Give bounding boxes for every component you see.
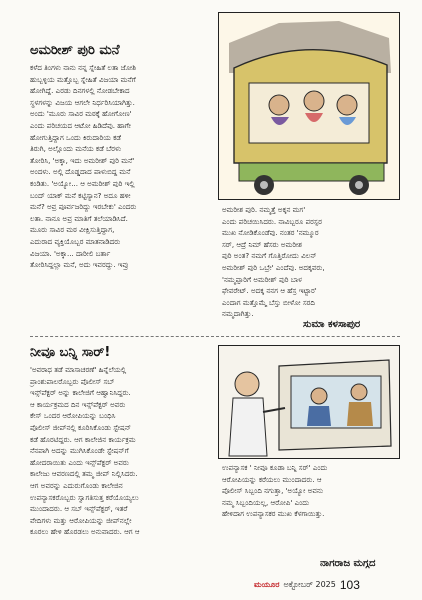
text-line: ವೇದಿಗಳು ಮತ್ತು ಆರೋಪಿಯನ್ನು ಜೀಪ್‌ನಲ್ಲೇ bbox=[30, 515, 132, 525]
text-line: ನಮ್ಮದಾಗಿತ್ತು. bbox=[222, 309, 254, 319]
text-line: ಆಗ ಅವರನ್ನು ಎದುರುಗೊಂಡು ಕಾಲೇಜಿನ bbox=[30, 480, 123, 490]
text-line: ಅಮರೀಶ್‌ ಪುರಿ ಒಬ್ರೇ' ಎಂದೆವು. ಅದಕ್ಕವರು, bbox=[222, 262, 325, 272]
text-line: ಕೂರಲು ಹೇಳಿ ಹೊರಡಲು ಅನುವಾದರು. ಆಗ ಆ bbox=[30, 527, 140, 537]
magazine-logo: ಮಯೂರ bbox=[254, 580, 280, 589]
text-line: ತೋರಿಸಿದ್ದಲ್ಲಾ ಮನೆ, ಅದು ಇವರದ್ದು. ಇವ್ರು bbox=[30, 260, 129, 270]
text-line: ಎಂದು ಪರಿಚಯದ ಆಟೋ ಹಿಡಿದೆವು. ಹಾಗೇ bbox=[30, 120, 131, 130]
story2-author: ನಾಗರಾಜ ಮಗ್ಗದ bbox=[320, 558, 376, 569]
text-line: ತಿರುಗಿ, ಅಲ್ಲೊಂದು ಮನೆಯ ಕಡೆ ಬೆರಳು bbox=[30, 144, 122, 154]
text-line: ಲತಾ. ನಾನೂ ಅವ್ರ ಮಾತಿಗೆ ತಲೆಯಾಡಿಸಿದೆ. bbox=[30, 213, 128, 223]
issue-date: ಅಕ್ಟೋಬರ್‌ 2025 bbox=[283, 580, 336, 589]
text-line: ಸ್ಥಳಗಳನ್ನು ವಿಜಯ ಆಗಲೇ ನಿರ್ಧರಿಸಿಯಾಗಿತ್ತು. bbox=[30, 97, 135, 107]
auto-rickshaw-illustration bbox=[218, 12, 400, 200]
text-line: ಹೋಗುತ್ತಿದ್ದಾಗ ಒಂದು ಕಿರುದಾರಿಯ ಕಡೆ bbox=[30, 132, 122, 142]
text-line: ಹುಬ್ಬಳ್ಳಿಯ ಮತ್ತೊಬ್ಬ ಸ್ನೇಹಿತೆ ವಿಜಯಾ ಮನೆಗೆ bbox=[30, 74, 136, 84]
text-line: ಪುರಿ ಅಂತ? ನಮಗೆ ಗೊತ್ತಿರೋದು ವಿಲನ್ bbox=[222, 251, 317, 261]
text-line: ಉಪನ್ಯಾಸಕರೊಬ್ಬರು ಸ್ವಾಗತಿಸುತ್ತ ಕರೆಯೊಯ್ಯಲು bbox=[30, 492, 139, 502]
text-line: ಆ ಕಾರ್ಯಕ್ರಮದ ದಿನ ಇನ್ಸ್‌ಪೆಕ್ಟರ್‌ ಅವರು bbox=[30, 399, 126, 409]
text-line: ಕಂಡಿತು. 'ಅಯ್ಯೋ... ಆ ಅಮರೀಶ್‌ ಪುರಿ ಇಲ್ಲಿ bbox=[30, 178, 135, 188]
story1-column-right bbox=[222, 204, 400, 320]
text-line: 'ನಮ್ಮಪ್ಪಾರಿಗೆ ಅಮರೀಶ್‌ ಪುರಿ ಬಾಳ bbox=[222, 274, 302, 284]
text-line: ಮೂರು ಸಾವಿರ ಮಠ ವೀಕ್ಷಿಸುತ್ತಿದ್ದಾಗ, bbox=[30, 225, 115, 235]
auto-rickshaw-drawing bbox=[219, 13, 399, 199]
text-line: 'ಅವರಾಧ ತಡೆ ಮಾಸಾಚರಣೆ' ಹಿನ್ನೆಲೆಯಲ್ಲಿ bbox=[30, 365, 127, 374]
story2-column-right bbox=[222, 462, 400, 520]
text-line: ಎದುರಾದ ವ್ಯಕ್ತಿಯೊಬ್ಬರ ಮಾತನಾಡಿದರು bbox=[30, 236, 121, 246]
text-line: ಕಳೆದ ತಿಂಗಳು ನಾನು ನನ್ನ ಸ್ನೇಹಿತೆ ಲತಾ ಜೋಶಿ bbox=[30, 63, 137, 72]
text-line: ತೋರಿಸಿ, 'ಅಕ್ಕಾ, ಇದು ಅಮರೀಶ್‌ ಪುರಿ ಮನೆ' bbox=[30, 155, 135, 165]
page-footer bbox=[254, 577, 404, 593]
text-line: ಪೊಲೀಸ್‌ ಸಿಬ್ಬಂದಿ ನಗುತ್ತಾ, 'ಅಯ್ಯೋ ಅವನು bbox=[222, 486, 324, 496]
story2-title: ನೀವೂ ಬನ್ನಿ ಸಾರ್‌! bbox=[30, 345, 111, 360]
story1-title: ಅಮರೀಶ್‌ ಪುರಿ ಮನೆ bbox=[30, 43, 120, 58]
text-line: ಅಂದು 'ಮೂರು ಸಾವಿರ ಮಠಕ್ಕೆ ಹೋಗೋಣ' bbox=[30, 109, 132, 119]
text-line: ನೆನಪಾಗಿ ಅದನ್ನು ಮುಗಿಸಿಕೊಂಡೇ ಸ್ಟೇಷನ್‌ಗೆ bbox=[30, 446, 129, 456]
text-line: ವಿಜಯಾ. 'ಅಕ್ಕಾ... ದಾರೀಲಿ ಬರ್ತಾ bbox=[30, 248, 111, 258]
text-line: ಫೇವರೇಟ್‌. ಅದಕ್ಕ ನನಗ ಆ ಹೆಸ್ರ ಇಟ್ಟಾರ' bbox=[222, 286, 317, 296]
page-number: 103 bbox=[339, 578, 360, 592]
text-line: ಎಂದು ಪರಿಚಯಿಸಿದರು. ನಾವಿಬ್ಬರೂ ಪರಸ್ಪರ bbox=[222, 216, 322, 226]
text-line: ಹೋಗಿದ್ದೆ. ಎರಡು ದಿನಗಳಲ್ಲಿ ನೋಡಬೇಕಾದ bbox=[30, 86, 130, 96]
text-line: ಮುಖ ನೋಡಿಕೊಂಡೆವು. ನಂತರ 'ನಮ್ಮೂರ bbox=[222, 228, 319, 238]
text-line: ನಮ್ಮ ಸಿಬ್ಬಂದಿಯಲ್ಲ, ಆರೋಪಿ' ಎಂದು bbox=[222, 497, 310, 507]
police-jeep-drawing bbox=[219, 346, 399, 458]
text-line: ಹೇಳಿದಾಗ ಉಪನ್ಯಾಸಕರ ಮುಖ ಕೆಳಗಾಯಿತ್ತು. bbox=[222, 509, 325, 519]
text-line: ಪೊಲೀಸ್‌ ಜೀಪ್‌ನಲ್ಲಿ ಕೂರಿಸಿಕೊಂಡು ಸ್ಟೇಷನ್ bbox=[30, 422, 132, 432]
text-line: ಪ್ರಾಂಶುಪಾಲರೊಬ್ಬರು ಪೊಲೀಸ್‌ ಸಬ್ bbox=[30, 376, 115, 386]
text-line: ಇನ್ಸ್‌ಪೆಕ್ಟರ್‌ ಅನ್ನು ಕಾಲೇಜಿಗೆ ಆಹ್ವಾನಿಸಿದ್ದರು. bbox=[30, 388, 131, 398]
text-line: ಕಡೆ ಹೊರಟಿದ್ದರು. ಆಗ ಕಾಲೇಜಿನ ಕಾರ್ಯಕ್ರಮ bbox=[30, 434, 136, 444]
story1-column-left bbox=[30, 62, 212, 271]
text-line: ಸರ್, ಆದ್ರೆ ನಿಮ್‌ ಹೆಸರು ಅಮರೀಶ bbox=[222, 239, 303, 249]
text-line: ಉಪನ್ಯಾಸಕ ' ನೀವೂ ಕೂಡಾ ಬನ್ನಿ ಸರ್‌' ಎಂದು bbox=[222, 463, 328, 472]
text-line: ಬಂದ್‌ ಯಾಕ್‌ ಮನೆ ಕಟ್ಟಿಸ್ಯಾನ? ಅದೂ ಹಳೀ bbox=[30, 190, 131, 200]
section-divider bbox=[30, 336, 400, 337]
text-line: ಹೋದರಾಯಿತು ಎಂದು ಇನ್ಸ್‌ಪೆಕ್ಟರ್‌ ಅವರು bbox=[30, 457, 129, 467]
text-line: ಮುಂದಾದರು. ಆ ಸಬ್‌ ಇನ್ಸ್‌ಪೆಕ್ಟರ್‌, ಇತರೆ bbox=[30, 504, 128, 514]
text-line: ಅಮರೀಶ ಪುರಿ. ನಮ್ಮತ್ತೆ ಅಕ್ಕನ ಮಗ' bbox=[222, 205, 306, 214]
text-line: ಅಂದಳು. ಅಲ್ಲಿ ದೊಡ್ಡದಾದ ಪಾಳುಬಿದ್ದ ಮನೆ bbox=[30, 167, 131, 177]
text-line: ಕೇಸ್‌ ಒಂದರ ಆರೋಪಿಯನ್ನು ಬಂಧಿಸಿ bbox=[30, 411, 116, 421]
text-line: ಮನೆ? ಅವ್ರ ಪೂರ್ವಜರಿದ್ದು ಇರಬೇಕು' ಎಂದರು bbox=[30, 202, 137, 212]
text-line: ಎಂದಾಗ ಮತ್ತೊಮ್ಮೆ ಬೆಸ್ತು ಬೀಳೋ ಸರದಿ bbox=[222, 297, 315, 307]
text-line: ಕಾಲೇಜು ಆವರಣದಲ್ಲಿ ತಮ್ಮ ಜೀಪ್‌ ನಿಲ್ಲಿಸಿದರು. bbox=[30, 469, 138, 479]
story1-author: ಸುಮಾ ಕಳಸಾಪುರ bbox=[303, 319, 361, 330]
text-line: ಆರೋಪಿಯನ್ನು ಕರೆಯಲು ಮುಂದಾದರು. ಆ bbox=[222, 474, 322, 484]
story2-column-left bbox=[30, 364, 212, 538]
police-jeep-illustration bbox=[218, 345, 400, 459]
